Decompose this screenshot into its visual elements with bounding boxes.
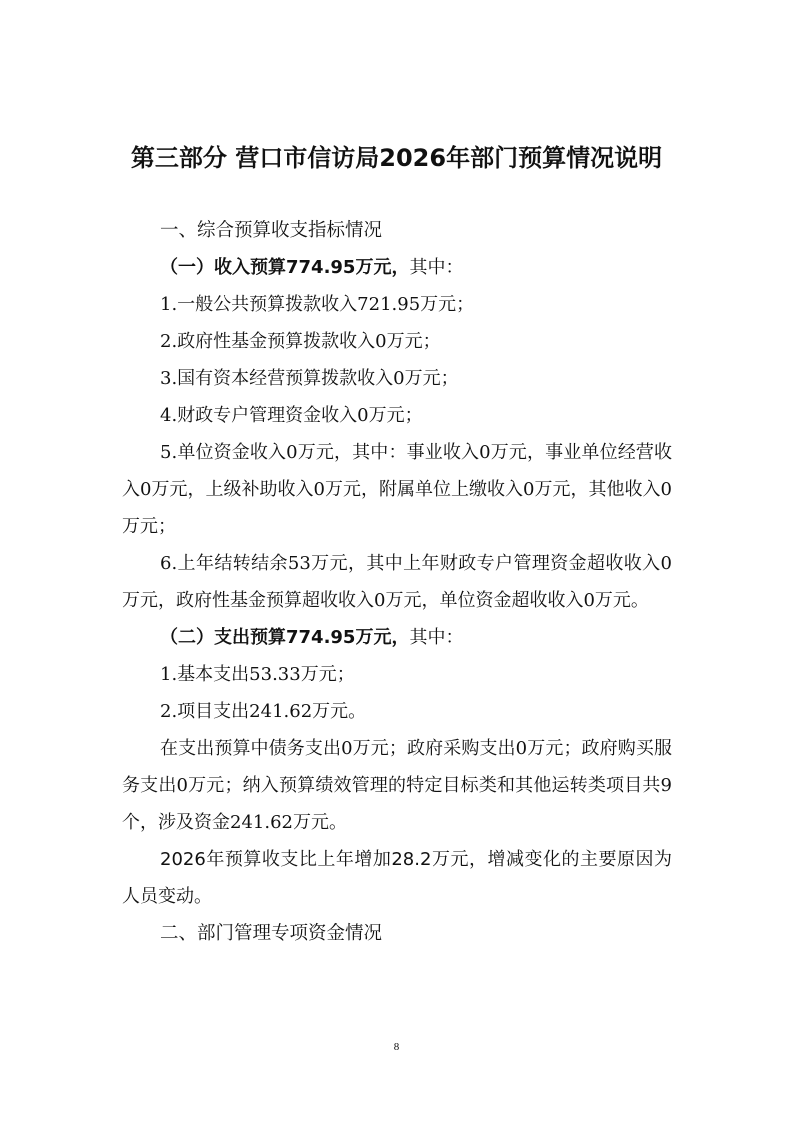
document-body (122, 212, 672, 952)
income-item-4: 4.财政专户管理资金收入0万元； (160, 405, 423, 426)
income-heading-rest: 其中： (409, 257, 464, 278)
page-title: 第三部分 营口市信访局2026年部门预算情况说明 (130, 144, 663, 172)
expense-heading-rest: 其中： (409, 627, 464, 648)
section-heading-1: 一、综合预算收支指标情况 (160, 220, 383, 241)
expense-item-2: 2.项目支出241.62万元。 (160, 701, 367, 722)
expense-heading (122, 619, 672, 656)
page-number: 8 (393, 1041, 400, 1053)
income-item-1: 1.一般公共预算拨款收入721.95万元； (160, 294, 475, 315)
expense-note-paragraph: 在支出预算中债务支出0万元；政府采购支出0万元；政府购买服务支出0万元；纳入预算绩效管理的特定目标类和其他运转类项目共9个，涉及资金241.62万元。 (122, 738, 672, 833)
expense-heading-bold: （二）支出预算774.95万元， (160, 627, 410, 648)
expense-item-1: 1.基本支出53.33万元； (160, 664, 355, 685)
income-heading (122, 249, 672, 286)
income-heading-bold: （一）收入预算774.95万元， (160, 257, 410, 278)
income-item-5: 5.单位资金收入0万元，其中：事业收入0万元，事业单位经营收入0万元，上级补助收入0万元，附属单位上缴收入0万元，其他收入0万元； (122, 442, 672, 537)
income-item-2: 2.政府性基金预算拨款收入0万元； (160, 331, 441, 352)
income-item-6: 6.上年结转结余53万元，其中上年财政专户管理资金超收收入0万元，政府性基金预算超收收入0万元，单位资金超收收入0万元。 (122, 553, 672, 611)
income-item-3: 3.国有资本经营预算拨款收入0万元； (160, 368, 459, 389)
change-note-paragraph: 2026年预算收支比上年增加28.2万元，增减变化的主要原因为人员变动。 (122, 849, 672, 907)
section-heading-2: 二、部门管理专项资金情况 (160, 923, 383, 944)
